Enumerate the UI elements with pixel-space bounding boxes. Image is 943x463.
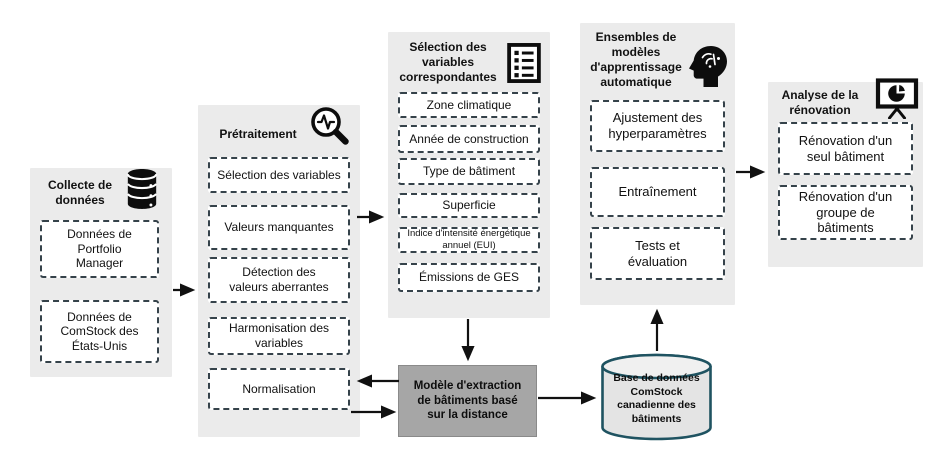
node-detection-valeurs-aberrantes: Détection des valeurs aberrantes <box>208 257 350 303</box>
stage-title: Collecte de données <box>47 178 113 207</box>
node-modele-extraction-distance: Modèle d'extraction de bâtiments basé sur la distance <box>398 365 537 437</box>
node-harmonisation-des-variables: Harmonisation des variables <box>208 317 350 355</box>
node-ajustement-hyperparametres: Ajustement des hyperparamètres <box>590 100 725 152</box>
node-normalisation: Normalisation <box>208 368 350 410</box>
checklist-icon <box>507 42 541 84</box>
node-donnees-portfolio-manager: Données de Portfolio Manager <box>40 220 159 278</box>
node-entrainement: Entraînement <box>590 167 725 217</box>
node-annee-de-construction: Année de construction <box>398 125 540 153</box>
presentation-chart-icon <box>875 78 919 119</box>
node-valeurs-manquantes: Valeurs manquantes <box>208 205 350 250</box>
stage-title: Sélection des variables correspondantes <box>399 40 497 84</box>
head-gears-icon <box>685 44 731 88</box>
database-icon <box>126 168 158 210</box>
node-superficie: Superficie <box>398 193 540 218</box>
node-renovation-groupe-batiments: Rénovation d'un groupe de bâtiments <box>778 185 913 240</box>
comstock-database-label: Base de données ComStock canadienne des bâtiments <box>613 372 700 425</box>
node-selection-des-variables: Sélection des variables <box>208 157 350 193</box>
node-zone-climatique: Zone climatique <box>398 92 540 118</box>
node-indice-intensite-energetique: Indice d'intensité énergétique annuel (EUI) <box>398 227 540 253</box>
stage-title: Ensembles de modèles d'apprentissage automatique <box>590 30 682 89</box>
node-tests-et-evaluation: Tests et évaluation <box>590 227 725 280</box>
magnifier-pulse-icon <box>308 105 352 149</box>
stage-title: Analyse de la rénovation <box>781 88 859 117</box>
node-emissions-de-ges: Émissions de GES <box>398 263 540 292</box>
node-renovation-seul-batiment: Rénovation d'un seul bâtiment <box>778 122 913 175</box>
node-type-de-batiment: Type de bâtiment <box>398 158 540 185</box>
stage-title: Prétraitement <box>219 127 297 141</box>
node-donnees-comstock-etats-unis: Données de ComStock des États-Unis <box>40 300 159 363</box>
stage-pretraitement <box>198 105 360 437</box>
